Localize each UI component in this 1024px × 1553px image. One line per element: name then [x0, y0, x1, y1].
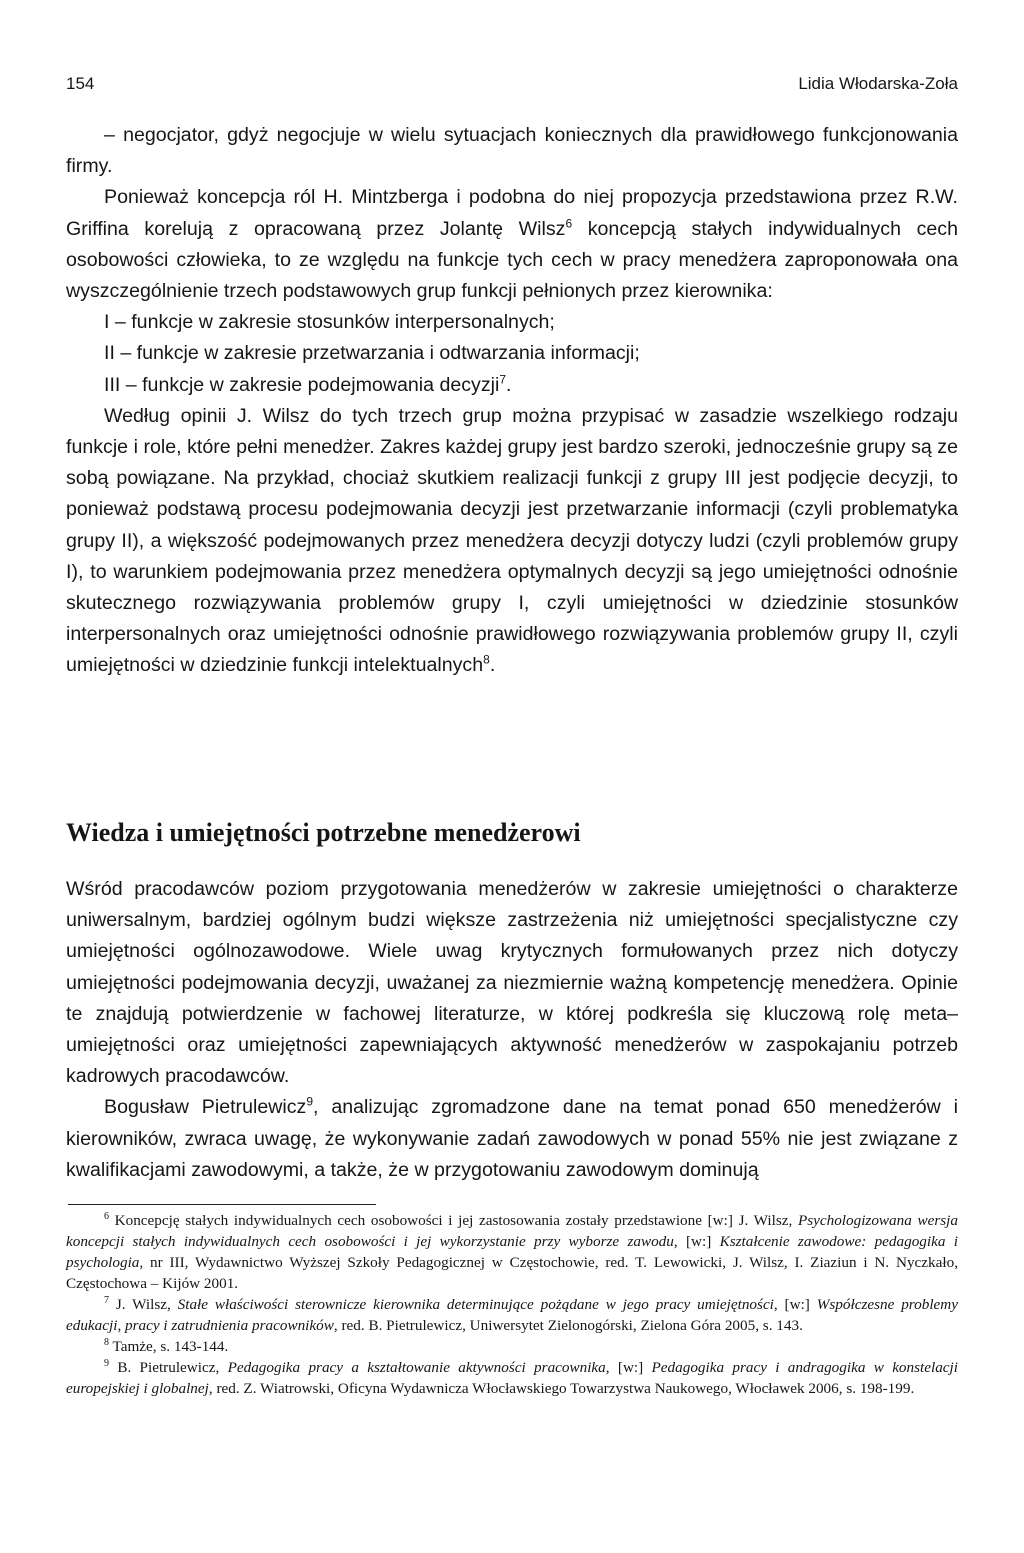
page-number: 154 — [66, 74, 95, 93]
paragraph — [66, 1092, 958, 1186]
section-heading: Wiedza i umiejętności potrzebne menedżerowi — [66, 818, 581, 847]
page-header — [66, 74, 958, 98]
footnote-number: 8 — [104, 1336, 109, 1348]
text-run: , [w:] — [773, 1296, 817, 1313]
text-run: , [w:] — [673, 1233, 720, 1250]
footnote — [66, 1357, 958, 1399]
footnote-number: 7 — [104, 1294, 109, 1306]
footnote — [66, 1210, 958, 1294]
text-run: J. Wilsz, — [109, 1296, 178, 1313]
dash-list-item: – negocjator, gdyż negocjuje w wielu sytuacjach koniecznych dla prawidłowego funkcjonowania firmy. — [66, 124, 958, 178]
paragraph — [66, 182, 958, 307]
text-run: , nr III, Wydawnictwo Wyższej Szkoły Pedagogicznej w Częstochowie, red. T. Lewowicki, J. Wilsz, I. Ziaziun i N. Nyczkało, Częstochowa – Kijów 2001. — [66, 1254, 958, 1292]
text-run: , analizując zgromadzone dane na temat ponad 650 menedżerów i kierowników, zwraca uwagę, że wykonywanie zadań zawodowych w ponad 55% nie jest związane z kwalifikacjami zawodowymi, a także, że w przygotowaniu zawodowym dominują — [66, 1096, 959, 1181]
text-run: . — [506, 373, 512, 396]
footnote — [66, 1336, 958, 1357]
text-run: , [w:] — [605, 1359, 652, 1376]
text-run: B. Pietrulewicz, — [109, 1359, 228, 1376]
footnote-ref[interactable]: 6 — [565, 216, 573, 231]
paragraph — [66, 401, 958, 682]
footnotes — [66, 1210, 958, 1399]
footnote-number: 6 — [104, 1210, 109, 1222]
citation-title: Kształcenie zawodowe: pedagogika i psychologia — [66, 1233, 958, 1271]
text-run: koncepcją stałych indywidualnych cech osobowości człowieka, to ze względu na funkcje tych cech w pracy menedżera zaproponowała ona wyszczególnienie trzech podstawowych grup funkcji pełnionych przez kierownika: — [66, 217, 958, 303]
text-run: , red. B. Pietrulewicz, Uniwersytet Zielonogórski, Zielona Góra 2005, s. 143. — [333, 1317, 803, 1334]
body-text-section — [66, 874, 958, 1186]
text-run: Koncepcję stałych indywidualnych cech osobowości i jej zastosowania zostały przedstawione [w:] J. Wilsz, — [109, 1212, 798, 1229]
text-run: III – funkcje w zakresie podejmowania decyzji — [104, 373, 500, 396]
footnote-number: 9 — [104, 1357, 109, 1369]
text-run: Tamże, s. 143-144. — [109, 1338, 229, 1355]
text-run: . — [489, 654, 496, 677]
text-run: Ponieważ koncepcja ról H. Mintzberga i podobna do niej propozycja przedstawiona przez R.W. Griffina korelują z opracowaną przez Jolantę Wilsz — [66, 186, 958, 240]
group-item-1: I – funkcje w zakresie stosunków interpersonalnych; — [104, 311, 555, 334]
footnote-ref[interactable]: 7 — [499, 372, 507, 387]
footnote — [66, 1294, 958, 1336]
citation-title: Stałe właściwości sterownicze kierownika determinujące pożądane w jego pracy umiejętności — [177, 1296, 774, 1313]
group-item-3 — [66, 370, 958, 401]
running-head-author: Lidia Włodarska-Zoła — [798, 74, 958, 93]
text-run: Według opinii J. Wilsz do tych trzech grup można przypisać w zasadzie wszelkiego rodzaju funkcje i role, które pełni menedżer. Zakres każdej grupy jest bardzo szeroki, jednocześnie grupy są ze sobą powiązane. Na przykład, chociaż skutkiem realizacji funkcji z grupy III jest podjęcie decyzji, to ponieważ podstawą procesu podejmowania decyzji jest przetwarzanie informacji (czyli problematyka grupy II), a większość podejmowanych przez menedżera decyzji dotyczy ludzi (czyli problemów grupy I), to warunkiem podejmowania przez menedżera optymalnych decyzji są jego umiejętności odnośnie skutecznego rozwiązywania problemów grupy I, czyli umiejętności w dziedzinie stosunków interpersonalnych oraz umiejętności odnośnie prawidłowego rozwiązywania problemów grupy II, czyli umiejętności w dziedzinie funkcji intelektualnych — [66, 404, 958, 677]
footnote-ref[interactable]: 8 — [483, 652, 490, 667]
paragraph: Wśród pracodawców poziom przygotowania menedżerów w zakresie umiejętności o charakterze uniwersalnym, bardziej ogólnym budzi większe zastrzeżenia niż umiejętności specjalistyczne czy umiejętności ogólnozawodowe. Wiele uwag krytycznych formułowanych przez nich dotyczy umiejętności podejmowania decyzji, uważanej za niezmiernie ważną kompetencję menedżera. Opinie te znajdują potwierdzenie w fachowej literaturze, w której podkreśla się kluczową rolę meta–umiejętności oraz umiejętności zapewniających aktywność menedżerów w zaspokajaniu potrzeb kadrowych pracodawców. — [66, 878, 958, 1088]
footnote-divider — [68, 1204, 376, 1205]
citation-title: Pedagogika pracy a kształtowanie aktywności pracownika — [227, 1359, 606, 1376]
text-run: Bogusław Pietrulewicz — [104, 1096, 307, 1119]
citation-title: Psychologizowana wersja koncepcji stałych indywidualnych cech osobowości i jej wykorzystanie przy wyborze zawodu — [66, 1212, 958, 1250]
footnote-ref[interactable]: 9 — [306, 1094, 314, 1109]
text-run: , red. Z. Wiatrowski, Oficyna Wydawnicza Włocławskiego Towarzystwa Naukowego, Włocławek 2006, s. 198-199. — [208, 1380, 915, 1397]
citation-title: Pedagogika pracy i andragogika w konstelacji europejskiej i globalnej — [66, 1359, 958, 1397]
citation-title: Współczesne problemy edukacji, pracy i zatrudnienia pracowników — [66, 1296, 958, 1334]
group-item-2: II – funkcje w zakresie przetwarzania i odtwarzania informacji; — [104, 342, 640, 365]
body-text-top — [66, 120, 958, 682]
